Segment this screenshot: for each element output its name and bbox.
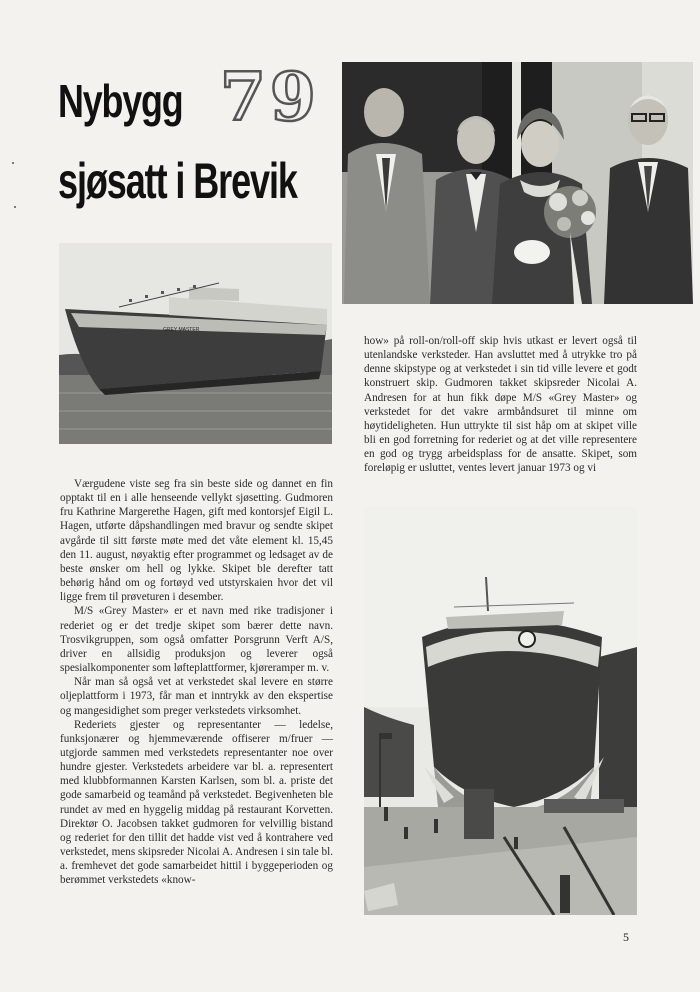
article-paragraph: how» på roll-on/roll-off skip hvis utkast er levert også til utenlandske verksteder. Han avsluttet med å utrykke tro på denne skipstype og at verkstedet i sin tid ville levere et godt konstruert skip. Gudmoren takket skipsreder Nicolai A. Andresen for at hun fikk døpe M/S «Grey Master» og verkstedet for det vakre armbåndsuret til minne om høytideligheten. Hun uttrykte til sist håp om at skipet ville bli en god forretning for rederiet og at det ville representere en god og trygg arbeidsplass for de ansatte. Skipet, som foreløpig er usluttet, ventes levert januar 1973 og vi <box>364 335 637 475</box>
hull-name-text: GREY MASTER <box>163 327 200 333</box>
headline-line-2: sjøsatt i Brevik <box>58 153 297 209</box>
article-paragraph: Når man så også vet at verkstedet skal levere en større oljeplattform i 1973, får man et inntrykk av den ekspertise og mangesidighet som preger verkstedets virksomhet. <box>60 676 333 717</box>
headline-line-1: Nybygg <box>58 75 183 127</box>
article-left-column <box>60 477 333 888</box>
page-number: 5 <box>623 930 629 944</box>
article-paragraph: Værgudene viste seg fra sin beste side og dannet en fin opptakt til en i alle henseende vellykt sjøsetting. Gudmoren fru Kathrine Margerethe Hagen, gift med kontorsjef Eigil L. Hagen, utførte dåpshandlingen med bravur og sendte skipet avgårde til sitt første møte med det våte element kl. 15,45 den 11. august, nøyaktig efter programmet og ledsaget av de beste ønsker om hell og lykke. Skipet ble derefter tatt behørig hånd om og fortøyd ved utstyrskaien hvor det vil ligge frem til prøveturen i desember. <box>60 478 333 604</box>
group-portrait-photo <box>342 62 693 304</box>
article-paragraph: Rederiets gjester og representanter — ledelse, funksjonærer og hjemmeværende offiserer m/fruer — utgjorde sammen med verkstedets representanter noe over hundre gjester. Verkstedets arbeidere var bl. a. representert med klubbformannen Karsten Karlsen, som bl. a. priste det gode samarbeid og teamånd på verkstedet. Begivenheten ble rundet av med en hyggelig middag på restaurant Korvetten. Direktør O. Jacobsen takket gudmoren for velvillig bistand og rederiet for den tillit det hadde vist ved å kontrahere ved verkstedet, mens skipsreder Nicolai A. Andresen i sin tale bl. a. fremhevet det gode samarbeidet hittil i byggeperioden og berømmet verkstedets «know- <box>60 718 333 887</box>
print-speck <box>14 206 16 208</box>
article-right-column <box>364 334 637 476</box>
print-speck <box>12 162 14 164</box>
article-paragraph: M/S «Grey Master» er et navn med rike tradisjoner i rederiet og er det tredje skipet som bærer dette navn. Trosvikgruppen, som også omfatter Porsgrunn Verft A/S, driver en allsidig produksjon og leverer også spesialkomponenter som løfteplattformer, kjøreramper m. v. <box>60 605 333 675</box>
headline-number: 79 <box>220 58 320 136</box>
ship-on-slipway-photo <box>364 507 637 915</box>
ship-at-sea-photo <box>59 243 332 444</box>
